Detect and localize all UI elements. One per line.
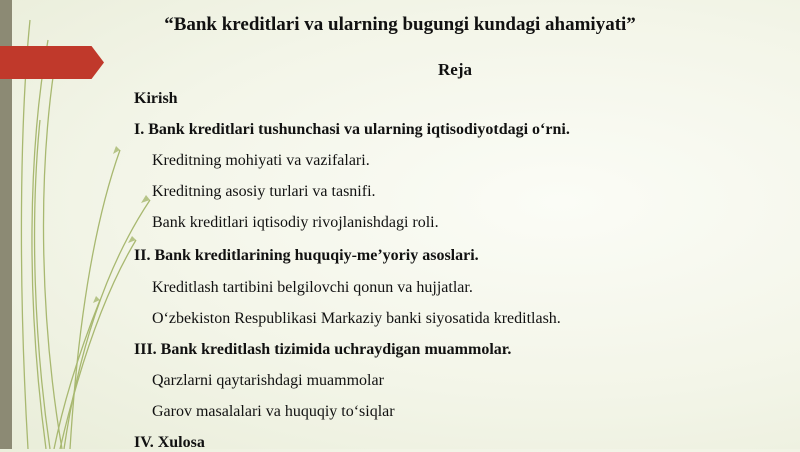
outline-subitem: Kreditning mohiyati va vazifalari. <box>152 152 370 169</box>
outline-subitem: Qarzlarni qaytarishdagi muammolar <box>152 372 384 389</box>
outline-item-intro: Kirish <box>134 90 178 107</box>
outline-section-3: III. Bank kreditlash tizimida uchraydigan muammolar. <box>134 341 512 358</box>
outline-subitem: Bank kreditlari iqtisodiy rivojlanishdagi roli. <box>152 214 439 231</box>
outline-subitem: O‘zbekiston Respublikasi Markaziy banki siyosatida kreditlash. <box>152 310 561 327</box>
red-accent-tab <box>0 46 104 79</box>
outline-section-2: II. Bank kreditlarining huquqiy-me’yoriy asoslari. <box>134 247 479 264</box>
slide-subtitle: Reja <box>438 60 472 79</box>
outline-subitem: Kreditning asosiy turlari va tasnifi. <box>152 183 376 200</box>
slide-title: “Bank kreditlari va ularning bugungi kundagi ahamiyati” <box>164 14 636 35</box>
outline-section-1: I. Bank kreditlari tushunchasi va ularning iqtisodiyotdagi o‘rni. <box>134 121 570 138</box>
outline-subitem: Garov masalalari va huquqiy to‘siqlar <box>152 403 395 420</box>
outline-subitem: Kreditlash tartibini belgilovchi qonun va hujjatlar. <box>152 279 473 296</box>
outline-section-4: IV. Xulosa <box>134 434 205 451</box>
